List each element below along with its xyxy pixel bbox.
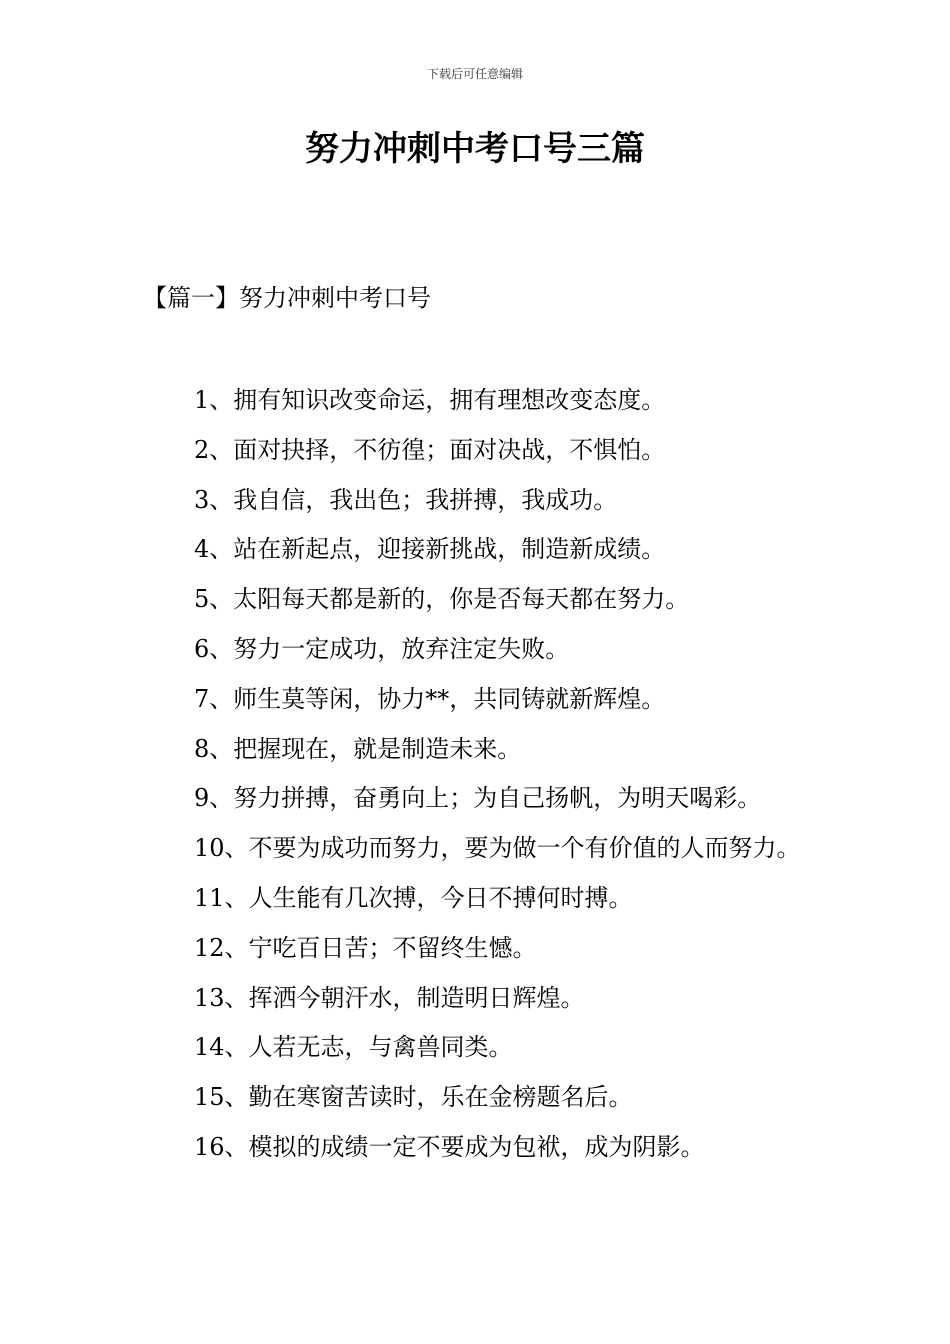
list-item: 3、我自信，我出色；我拼搏，我成功。 [194, 485, 618, 514]
list-item: 15、勤在寒窗苦读时，乐在金榜题名后。 [194, 1083, 633, 1112]
list-item: 6、努力一定成功，放弃注定失败。 [194, 634, 570, 663]
list-item: 13、挥洒今朝汗水，制造明日辉煌。 [194, 983, 585, 1012]
section-heading: 【篇一】努力冲刺中考口号 [143, 284, 431, 312]
list-item: 9、努力拼搏，奋勇向上；为自己扬帆，为明天喝彩。 [194, 784, 762, 813]
list-item: 5、太阳每天都是新的，你是否每天都在努力。 [194, 585, 690, 614]
list-item: 2、面对抉择，不彷徨；面对决战，不惧怕。 [194, 435, 666, 464]
list-item: 4、站在新起点，迎接新挑战，制造新成绩。 [194, 535, 666, 564]
slogan-list [143, 376, 813, 1173]
list-item: 12、宁吃百日苦；不留终生憾。 [194, 933, 537, 962]
header-note: 下载后可任意编辑 [426, 67, 523, 81]
list-item: 11、人生能有几次搏，今日不搏何时搏。 [194, 883, 633, 912]
list-item: 16、模拟的成绩一定不要成为包袱，成为阴影。 [194, 1132, 705, 1161]
document-title: 努力冲刺中考口号三篇 [305, 129, 645, 169]
list-item: 14、人若无志，与禽兽同类。 [194, 1033, 513, 1062]
list-item: 10、不要为成功而努力，要为做一个有价值的人而努力。 [194, 834, 801, 863]
list-item: 8、把握现在，就是制造未来。 [194, 734, 522, 763]
list-item: 7、师生莫等闲，协力**，共同铸就新辉煌。 [194, 684, 666, 713]
list-item: 1、拥有知识改变命运，拥有理想改变态度。 [194, 386, 666, 414]
